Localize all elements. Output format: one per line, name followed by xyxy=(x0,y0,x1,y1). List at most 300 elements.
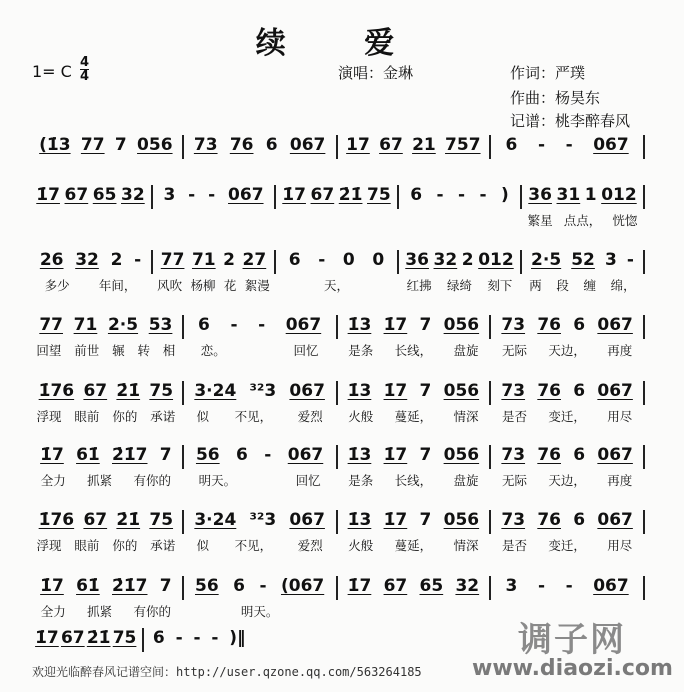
note-group: 3·24 xyxy=(194,510,237,530)
note-group: 31 xyxy=(556,185,581,205)
note-group: 1̇3 xyxy=(347,381,372,401)
measure-lyrics xyxy=(491,341,643,359)
note-group: 77 xyxy=(160,250,185,270)
note-group: 757 xyxy=(445,135,481,155)
note-group: 32 xyxy=(75,250,99,270)
lyric-word: 再度 xyxy=(607,473,633,488)
measure xyxy=(338,315,492,358)
measure-notes xyxy=(491,445,643,465)
lyric-word: 明天。 xyxy=(240,604,279,619)
lyric-word: 明天。 xyxy=(198,473,237,488)
measure-lyrics xyxy=(184,602,336,620)
note-group: 056 xyxy=(443,445,480,465)
measure xyxy=(30,185,153,209)
note-group: 71 xyxy=(73,315,98,335)
lyric-word: 你的 xyxy=(112,538,138,553)
measure xyxy=(399,185,522,209)
note-group: 6 xyxy=(236,445,248,465)
note-group: 75 xyxy=(112,628,137,648)
lyric-word: 无际 xyxy=(501,343,527,358)
measure-lyrics xyxy=(30,276,151,294)
note-group: - xyxy=(230,315,238,335)
note-group: - xyxy=(193,628,201,648)
measure-lyrics xyxy=(184,536,336,554)
score-line xyxy=(30,250,645,293)
measure xyxy=(30,250,153,293)
measure-notes xyxy=(491,135,643,155)
note-group: 6 xyxy=(410,185,423,205)
note-group: 67 xyxy=(379,135,403,155)
measure-notes xyxy=(338,576,490,596)
note-group: 1̇7 xyxy=(383,315,408,335)
note-group: 6 xyxy=(288,250,301,270)
score-line xyxy=(30,576,645,619)
measure-notes xyxy=(184,315,336,335)
note-group: - xyxy=(537,135,545,155)
note-group: 76 xyxy=(229,135,254,155)
note-group: 1̇3 xyxy=(347,445,372,465)
note-group: 067 xyxy=(285,315,322,335)
measure-notes xyxy=(184,576,336,596)
note-group: 012 xyxy=(601,185,637,205)
lyric-word: 回忆 xyxy=(295,473,321,488)
lyric-word: 用尽 xyxy=(607,409,633,424)
measure xyxy=(338,381,492,424)
note-group: 76 xyxy=(537,445,561,465)
lyric-word: 刻下 xyxy=(487,278,513,293)
lyric-word: 多少 xyxy=(44,278,70,293)
lyric-word: 承诺 xyxy=(150,409,176,424)
measure xyxy=(491,381,645,424)
note-group: 067 xyxy=(597,315,633,335)
lyric-word: 情深 xyxy=(453,538,479,553)
note-group: 6 xyxy=(573,445,586,465)
note-group: 2 xyxy=(110,250,123,270)
note-group: 1 xyxy=(584,185,597,205)
measure xyxy=(491,135,645,159)
measure-notes xyxy=(338,445,490,465)
note-group: 1̇7 xyxy=(35,628,59,648)
note-group: - xyxy=(537,576,545,596)
note-group: 056 xyxy=(443,315,480,335)
lyric-word: 无际 xyxy=(501,473,527,488)
lyric-word: 天边， xyxy=(548,343,586,358)
note-group: (067 xyxy=(280,576,325,596)
time-signature xyxy=(80,56,89,83)
lyric-word: 红拂 xyxy=(406,278,432,293)
measure-lyrics xyxy=(399,276,520,294)
note-group: 2̇1̇7 xyxy=(112,576,148,596)
note-group: 6 xyxy=(265,135,278,155)
measure-notes xyxy=(338,135,490,155)
note-group: - xyxy=(134,250,142,270)
measure-notes xyxy=(399,250,520,270)
lyric-word: 辗 xyxy=(112,343,125,358)
lyric-word: 你的 xyxy=(112,409,138,424)
lyric-word: 点点， xyxy=(563,213,602,228)
note-group: 3 xyxy=(163,185,176,205)
note-group: 067 xyxy=(289,381,325,401)
note-group: 7 xyxy=(159,445,172,465)
lyric-word: 抓紧 xyxy=(87,604,113,619)
note-group: 2 xyxy=(461,250,474,270)
measure-lyrics xyxy=(338,536,490,554)
note-group: 32 xyxy=(121,185,145,205)
note-group: 6 xyxy=(505,135,518,155)
lyric-word: 是否 xyxy=(501,409,527,424)
lyric-word: 两 xyxy=(529,278,542,293)
lyric-word: 有你的 xyxy=(133,473,172,488)
note-group: 73 xyxy=(501,510,526,530)
measure xyxy=(153,250,276,293)
note-group: 52 xyxy=(571,250,595,270)
note-group: - xyxy=(626,250,634,270)
note-group: 7 xyxy=(419,510,432,530)
note-group: 1̇7 xyxy=(383,445,408,465)
note-group: 1̇7 xyxy=(282,185,306,205)
measure xyxy=(30,576,184,619)
lyric-word: 浮现 xyxy=(36,538,62,553)
note-group: 76 xyxy=(537,381,561,401)
lyric-word: 似 xyxy=(196,409,210,424)
lyric-word: 火般 xyxy=(348,409,374,424)
note-group: 6 xyxy=(573,381,586,401)
note-group: 2̇1̇ xyxy=(86,628,111,648)
measure-notes xyxy=(153,250,274,270)
note-group: - xyxy=(318,250,326,270)
lyric-word: 回忆 xyxy=(293,343,319,358)
lyric-word: 前世 xyxy=(74,343,100,358)
measure-lyrics xyxy=(338,471,490,489)
note-group: 6 xyxy=(198,315,210,335)
transcriber: 记谱：桃李醉春风 xyxy=(510,112,631,130)
note-group: 75 xyxy=(149,510,174,530)
watermark-url: www.diaozi.com xyxy=(472,656,673,681)
measure-notes xyxy=(30,510,182,530)
measure-notes xyxy=(30,381,182,401)
lyric-word: 绵， xyxy=(610,278,636,293)
measure xyxy=(338,510,492,553)
note-group: 1̇7 xyxy=(383,381,408,401)
lyric-word: 盘旋 xyxy=(453,343,479,358)
note-group: 67 xyxy=(64,185,89,205)
song-title: 续 爱 xyxy=(255,26,429,61)
measure-notes xyxy=(30,445,182,465)
measure-lyrics xyxy=(522,211,643,229)
lyric-word: 全力 xyxy=(40,473,66,488)
measure xyxy=(184,510,338,553)
note-group: 0 xyxy=(372,250,385,270)
measure-notes xyxy=(30,135,182,155)
measure-notes xyxy=(144,628,256,648)
measure xyxy=(153,185,276,209)
note-group: 0 xyxy=(342,250,355,270)
note-group: 56 xyxy=(194,576,219,596)
score-line xyxy=(30,628,255,652)
measure-notes xyxy=(30,185,151,205)
composer: 作曲：杨昊东 xyxy=(510,89,601,107)
note-group: 067 xyxy=(597,445,633,465)
note-group: 67 xyxy=(60,628,85,648)
measure-notes xyxy=(522,185,643,205)
note-group: 2̇1̇ xyxy=(116,381,141,401)
lyric-word: 情深 xyxy=(453,409,479,424)
lyric-word: 天， xyxy=(323,278,349,293)
note-group: ³²3 xyxy=(249,381,277,401)
measure-lyrics xyxy=(153,276,274,294)
measure-notes xyxy=(184,381,336,401)
measure xyxy=(491,576,645,600)
note-group: 1̇7 xyxy=(383,510,408,530)
note-group: 1̇7 xyxy=(40,576,64,596)
note-group: - xyxy=(479,185,487,205)
lyric-word: 变迁， xyxy=(548,538,586,553)
lyric-word: 眼前 xyxy=(74,409,100,424)
lyric-word: 眼前 xyxy=(74,538,100,553)
note-group: 67 xyxy=(83,510,108,530)
key-signature: 1= C xyxy=(32,62,72,81)
measure-lyrics xyxy=(184,471,336,489)
lyric-word: 长线， xyxy=(394,473,433,488)
note-group: 26 xyxy=(39,250,64,270)
measure xyxy=(30,510,184,553)
note-group: ) xyxy=(501,185,509,205)
note-group: 7 xyxy=(419,315,432,335)
lyric-word: 绿绮 xyxy=(446,278,472,293)
note-group: 75 xyxy=(367,185,391,205)
note-group: 067 xyxy=(597,510,633,530)
note-group: 6 xyxy=(573,315,586,335)
note-group: 1̇76 xyxy=(38,381,75,401)
note-group: 1̇3 xyxy=(347,510,372,530)
lyric-word: 变迁， xyxy=(548,409,586,424)
time-sig-top: 4 xyxy=(80,55,90,70)
note-group: 65 xyxy=(419,576,444,596)
note-group: 67 xyxy=(310,185,335,205)
measure xyxy=(184,135,338,159)
lyricist: 作词：严璞 xyxy=(510,64,586,82)
measure xyxy=(184,315,338,358)
note-group: 067 xyxy=(289,135,326,155)
measure-notes xyxy=(184,510,336,530)
lyric-word: 天边， xyxy=(548,473,586,488)
measure-notes xyxy=(276,185,397,205)
note-group: - xyxy=(264,445,272,465)
note-group: 2 xyxy=(223,250,236,270)
measure-lyrics xyxy=(30,602,182,620)
note-group: - xyxy=(565,135,573,155)
measure-lyrics xyxy=(184,407,336,425)
measure-lyrics xyxy=(184,341,336,359)
measure-notes xyxy=(276,250,397,270)
measure-notes xyxy=(522,250,643,270)
measure-lyrics xyxy=(491,407,643,425)
note-group: 2̇1̇7 xyxy=(112,445,148,465)
measure-lyrics xyxy=(30,407,182,425)
note-group: 67 xyxy=(83,381,108,401)
measure-notes xyxy=(491,381,643,401)
measure-notes xyxy=(30,628,142,648)
lyric-word: 浮现 xyxy=(36,409,62,424)
note-group: 2̇1̇ xyxy=(116,510,141,530)
note-group: 1̇76 xyxy=(38,510,75,530)
measure xyxy=(491,315,645,358)
note-group: 012 xyxy=(478,250,514,270)
note-group: ³²3 xyxy=(249,510,277,530)
measure xyxy=(491,510,645,553)
lyric-word: 是条 xyxy=(348,343,374,358)
note-group: 77 xyxy=(39,315,63,335)
lyric-word: 风吹 xyxy=(157,278,183,293)
lyric-word: 蔓延， xyxy=(394,409,433,424)
measure xyxy=(491,445,645,488)
measure xyxy=(184,576,338,619)
measure xyxy=(522,185,645,228)
note-group: 6 xyxy=(233,576,245,596)
note-group: 1̇7 xyxy=(36,185,60,205)
note-group: 61̇ xyxy=(76,445,100,465)
measure-lyrics xyxy=(491,536,643,554)
note-group: 53 xyxy=(148,315,173,335)
note-group: 067 xyxy=(597,381,633,401)
measure xyxy=(276,250,399,293)
measure-lyrics xyxy=(30,471,182,489)
lyric-word: 爱烈 xyxy=(297,538,323,553)
lyric-word: 不见， xyxy=(234,409,273,424)
measure-notes xyxy=(399,185,520,205)
lyric-word: 蔓延， xyxy=(394,538,433,553)
measure-lyrics xyxy=(338,341,490,359)
note-group: - xyxy=(258,315,266,335)
note-group: 067 xyxy=(593,135,629,155)
note-group: 2·5 xyxy=(531,250,562,270)
measure-lyrics xyxy=(30,341,182,359)
measure xyxy=(399,250,522,293)
note-group: 32 xyxy=(455,576,480,596)
measure-notes xyxy=(153,185,274,205)
note-group: 36 xyxy=(405,250,429,270)
note-group: - xyxy=(565,576,573,596)
note-group: 067 xyxy=(287,445,324,465)
measure xyxy=(30,628,144,652)
lyric-word: 火般 xyxy=(348,538,374,553)
lyric-word: 是条 xyxy=(348,473,374,488)
measure-notes xyxy=(491,576,643,596)
measure-notes xyxy=(338,510,490,530)
lyric-word: 恍惚 xyxy=(612,213,638,228)
lyric-word: 絮漫 xyxy=(244,278,270,293)
measure-notes xyxy=(30,250,151,270)
measure xyxy=(184,445,338,488)
measure-lyrics xyxy=(338,407,490,425)
lyric-word: 似 xyxy=(196,538,210,553)
note-group: 32 xyxy=(433,250,458,270)
measure-notes xyxy=(491,510,643,530)
note-group: 65 xyxy=(92,185,117,205)
note-group: 56 xyxy=(195,445,220,465)
note-group: )‖ xyxy=(229,628,246,648)
lyric-word: 繁星 xyxy=(527,213,553,228)
lyric-word: 承诺 xyxy=(150,538,176,553)
note-group: 3 xyxy=(604,250,617,270)
note-group: - xyxy=(211,628,219,648)
measure-notes xyxy=(184,445,336,465)
note-group: 1̇7 xyxy=(40,445,64,465)
note-group: 056 xyxy=(443,510,480,530)
score-line xyxy=(30,381,645,424)
measure xyxy=(30,381,184,424)
score-line xyxy=(30,510,645,553)
measure xyxy=(30,315,184,358)
measure xyxy=(184,381,338,424)
footer-text: 欢迎光临醉春风记谱空间：http://user.qzone.qq.com/563264185 xyxy=(32,665,422,679)
lyric-word: 年间， xyxy=(98,278,137,293)
score-line xyxy=(30,135,645,159)
note-group: 1̇3 xyxy=(347,315,372,335)
measure-lyrics xyxy=(30,536,182,554)
measure-notes xyxy=(338,315,490,335)
note-group: 77 xyxy=(80,135,105,155)
note-group: - xyxy=(458,185,466,205)
note-group: 61̇ xyxy=(76,576,100,596)
note-group: (1̇3 xyxy=(39,135,71,155)
note-group: 056 xyxy=(443,381,480,401)
measure xyxy=(338,135,492,159)
measure-lyrics xyxy=(522,276,643,294)
note-group: 1̇7 xyxy=(347,576,372,596)
note-group: 73 xyxy=(501,315,526,335)
measure xyxy=(522,250,645,293)
note-group: 75 xyxy=(149,381,174,401)
lyric-word: 缠 xyxy=(583,278,597,293)
lyric-word: 爱烈 xyxy=(297,409,323,424)
time-sig-bottom: 4 xyxy=(80,69,90,84)
lyric-word: 再度 xyxy=(607,343,633,358)
measure-notes xyxy=(30,315,182,335)
note-group: 7 xyxy=(114,135,127,155)
note-group: 7 xyxy=(419,445,432,465)
note-group: 2·5 xyxy=(107,315,139,335)
lyric-word: 恋。 xyxy=(200,343,226,358)
lyric-word: 回望 xyxy=(36,343,62,358)
note-group: 3·24 xyxy=(194,381,237,401)
lyric-word: 相 xyxy=(162,343,176,358)
measure-notes xyxy=(30,576,182,596)
note-group: - xyxy=(259,576,267,596)
note-group: 21 xyxy=(412,135,436,155)
note-group: - xyxy=(436,185,444,205)
note-group: 27 xyxy=(242,250,267,270)
note-group: 056 xyxy=(137,135,173,155)
note-group: 76 xyxy=(537,510,561,530)
lyric-word: 有你的 xyxy=(133,604,172,619)
measure xyxy=(338,445,492,488)
score-line xyxy=(30,445,645,488)
lyric-word: 抓紧 xyxy=(87,473,113,488)
measure xyxy=(338,576,492,600)
measure-notes xyxy=(338,381,490,401)
note-group: 7 xyxy=(159,576,172,596)
note-group: 6 xyxy=(573,510,586,530)
lyric-word: 段 xyxy=(556,278,569,293)
score-line xyxy=(30,185,645,228)
note-group: 73 xyxy=(193,135,218,155)
measure xyxy=(30,135,184,159)
note-group: 067 xyxy=(593,576,629,596)
measure-notes xyxy=(491,315,643,335)
note-group: 7 xyxy=(419,381,432,401)
note-group: 67 xyxy=(383,576,408,596)
